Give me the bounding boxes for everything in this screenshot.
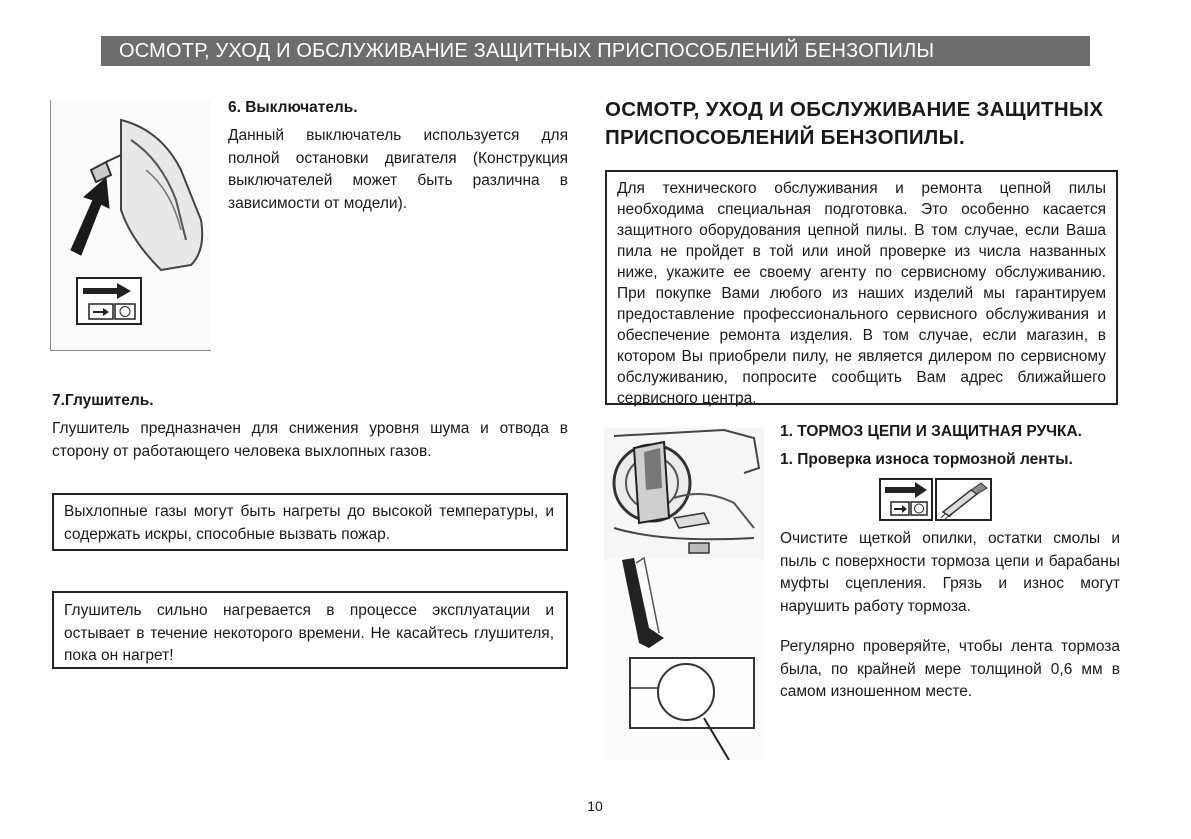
switch-illustration — [50, 100, 211, 351]
chain-brake-illustration — [604, 428, 764, 760]
section-title — [605, 96, 1105, 152]
brake-paragraph-thickness: Регулярно проверяйте, чтобы лента тормоза была, по крайней мере толщиной 0,6 мм в самом изношенном месте. — [780, 638, 1120, 700]
section-title-line-2: ПРИСПОСОБЛЕНИЙ БЕНЗОПИЛЫ. — [605, 126, 965, 149]
exhaust-warning-text: Выхлопные газы могут быть нагреты до высокой температуры, и содержать искры, способные вызвать пожар. — [64, 503, 554, 543]
switch-description: Данный выключатель используется для полной остановки двигателя (Конструкция выключателей может быть различна в зависимости от модели). — [228, 127, 568, 212]
brake-subheading: 1. Проверка износа тормозной ленты. — [780, 451, 1073, 468]
page-number: 10 — [587, 798, 603, 814]
cleaning-icon-pair — [879, 478, 992, 521]
service-note-text: Для технического обслуживания и ремонта цепной пилы необходима специальная подготовка. Это особенно касается защитного оборудования цепной пилы. В том случае, если Ваша пила не пройдет в той или иной проверке из числа названных ниже, укажите ее своему агенту по сервисному обслуживанию. При покупке Вами любого из наших изделий мы гарантируем предоставление профессионального сервисного обслуживания и обеспечение ремонта изделия. В том случае, если магазин, в котором Вы приобрели пилу, не является дилером по сервисному обслуживанию, попросите сообщить Вам адрес ближайшего сервисного центра. — [617, 180, 1106, 407]
muffler-heading: 7.Глушитель. — [52, 392, 154, 409]
service-note-box — [605, 170, 1118, 405]
hot-muffler-warning-text: Глушитель сильно нагревается в процессе эксплуатации и остывает в течение некоторого времени. Не касайтесь глушителя, пока он нагрет! — [64, 602, 554, 664]
brake-paragraph-clean: Очистите щеткой опилки, остатки смолы и пыль с поверхности тормоза цепи и барабаны муфты сцепления. Грязь и износ могут нарушить работу тормоза. — [780, 530, 1120, 615]
muffler-description: Глушитель предназначен для снижения уровня шума и отвода в сторону от работающего человека выхлопных газов. — [52, 420, 568, 460]
exhaust-warning-box — [52, 493, 568, 551]
page-header-bar — [101, 36, 1090, 66]
section-title-line-1: ОСМОТР, УХОД И ОБСЛУЖИВАНИЕ ЗАЩИТНЫХ — [605, 98, 1104, 121]
hot-muffler-warning-box — [52, 591, 568, 669]
brake-heading: 1. ТОРМОЗ ЦЕПИ И ЗАЩИТНАЯ РУЧКА. — [780, 423, 1082, 440]
switch-heading: 6. Выключатель. — [228, 99, 358, 116]
page-header-title: ОСМОТР, УХОД И ОБСЛУЖИВАНИЕ ЗАЩИТНЫХ ПРИСПОСОБЛЕНИЙ БЕНЗОПИЛЫ — [119, 40, 935, 62]
